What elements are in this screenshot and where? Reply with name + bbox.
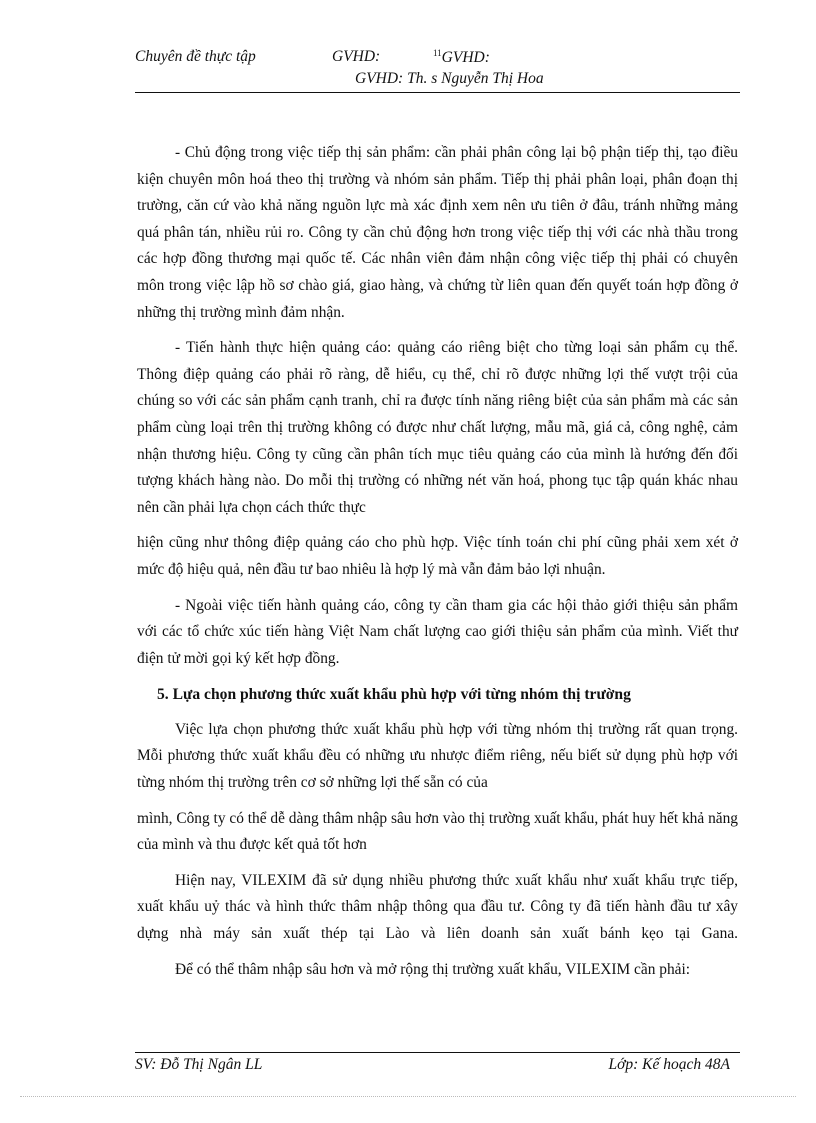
paragraph-trade-fairs: - Ngoài việc tiến hành quảng cáo, công ty cần tham gia các hội thảo giới thiệu sản phẩm với các tổ chức xúc tiến hàng Việt Nam chất lượng cao giới thiệu sản phẩm của mình. Viết thư điện tử mời gọi ký kết hợp đồng. [137,596,738,667]
page-bottom-border [20,1096,796,1097]
header-title: Chuyên đề thực tập [135,48,256,65]
section-heading: 5. Lựa chọn phương thức xuất khẩu phù hợp với từng nhóm thị trường [157,686,631,704]
paragraph-marketing: - Chủ động trong việc tiếp thị sản phẩm: cần phải phân công lại bộ phận tiếp thị, tạo điều kiện chuyên môn hoá theo thị trường và nhóm sản phẩm. Tiếp thị phải phân loại, phân đoạn thị trường, căn cứ vào khả năng nguồn lực mà xác định xem nên ưu tiên ở đâu, tránh những mảng quá phân tán, nhiều rủi ro. Công ty cần chủ động hơn trong việc tiếp thị với các nhà thầu trong các hợp đồng thương mại quốc tế. Các nhân viên đảm nhận công việc tiếp thị phải có chuyên môn trong việc lập hồ sơ chào giá, giao hàng, và chứng từ liên quan đến quyết toán hợp đồng ở những thị trường mình đảm nhận. [137,144,738,321]
header-divider [135,92,740,93]
header-supervisor: GVHD: Th. s Nguyễn Thị Hoa [355,70,544,87]
page-footer [135,1056,740,1078]
header-superscript: 11 [433,48,442,58]
paragraph-advertising-cont: hiện cũng như thông điệp quảng cáo cho phù hợp. Việc tính toán chi phí cũng phải xem xét ở mức độ hiệu quả, nên đầu tư bao nhiêu là hợp lý mà vẫn đảm bảo lợi nhuận. [137,534,738,578]
paragraph-advertising: - Tiến hành thực hiện quảng cáo: quảng cáo riêng biệt cho từng loại sản phẩm cụ thể. Thông điệp quảng cáo phải rõ ràng, dễ hiểu, cụ thể, chỉ rõ được những lợi thế vượt trội của chúng so với các sản phẩm cạnh tranh, chỉ ra được tính năng riêng biệt của sản phẩm mà các sản phẩm cùng loại trên thị trường không có được như chất lượng, mẫu mã, giá cả, công nghệ, cảm nhận thương hiệu. Công ty cũng cần phân tích mục tiêu quảng cáo của mình là hướng đến đối tượng khách hàng nào. Do mỗi thị trường có những nét văn hoá, phong tục tập quán khác nhau nên cần phải lựa chọn cách thức thực [137,339,738,516]
paragraph-export-methods-cont: mình, Công ty có thể dễ dàng thâm nhập sâu hơn vào thị trường xuất khẩu, phát huy hết khả năng của mình và thu được kết quả tốt hơn [137,809,738,854]
paragraph-vilexim: Hiện nay, VILEXIM đã sử dụng nhiều phương thức xuất khẩu như xuất khẩu trực tiếp, xuất khẩu uỷ thác và hình thức thâm nhập thông qua đầu tư. Công ty đã tiến hành đầu tư xây dựng nhà máy sản xuất thép tại Lào và liên doanh sản xuất bánh kẹo tại Gana. [137,871,738,943]
header-gvhd-repeat [433,48,490,67]
header-gvhd: GVHD: [332,48,381,65]
header-gvhd-label: GVHD: [441,49,490,67]
page-header [135,48,740,94]
footer-class: Lớp: Kế hoạch 48A [608,1056,730,1073]
paragraph-export-methods: Việc lựa chọn phương thức xuất khẩu phù hợp với từng nhóm thị trường rất quan trọng. Mỗi phương thức xuất khẩu đều có những ưu nhược điểm riêng, nếu biết sử dụng phù hợp với từng nhóm thị trường trên cơ sở những lợi thế sẵn có của [137,720,738,792]
paragraph-requirements: Để có thể thâm nhập sâu hơn và mở rộng thị trường xuất khẩu, VILEXIM cần phải: [175,960,691,978]
footer-student: SV: Đỗ Thị Ngân LL [135,1056,263,1073]
document-body [137,140,738,983]
footer-divider [135,1052,740,1053]
